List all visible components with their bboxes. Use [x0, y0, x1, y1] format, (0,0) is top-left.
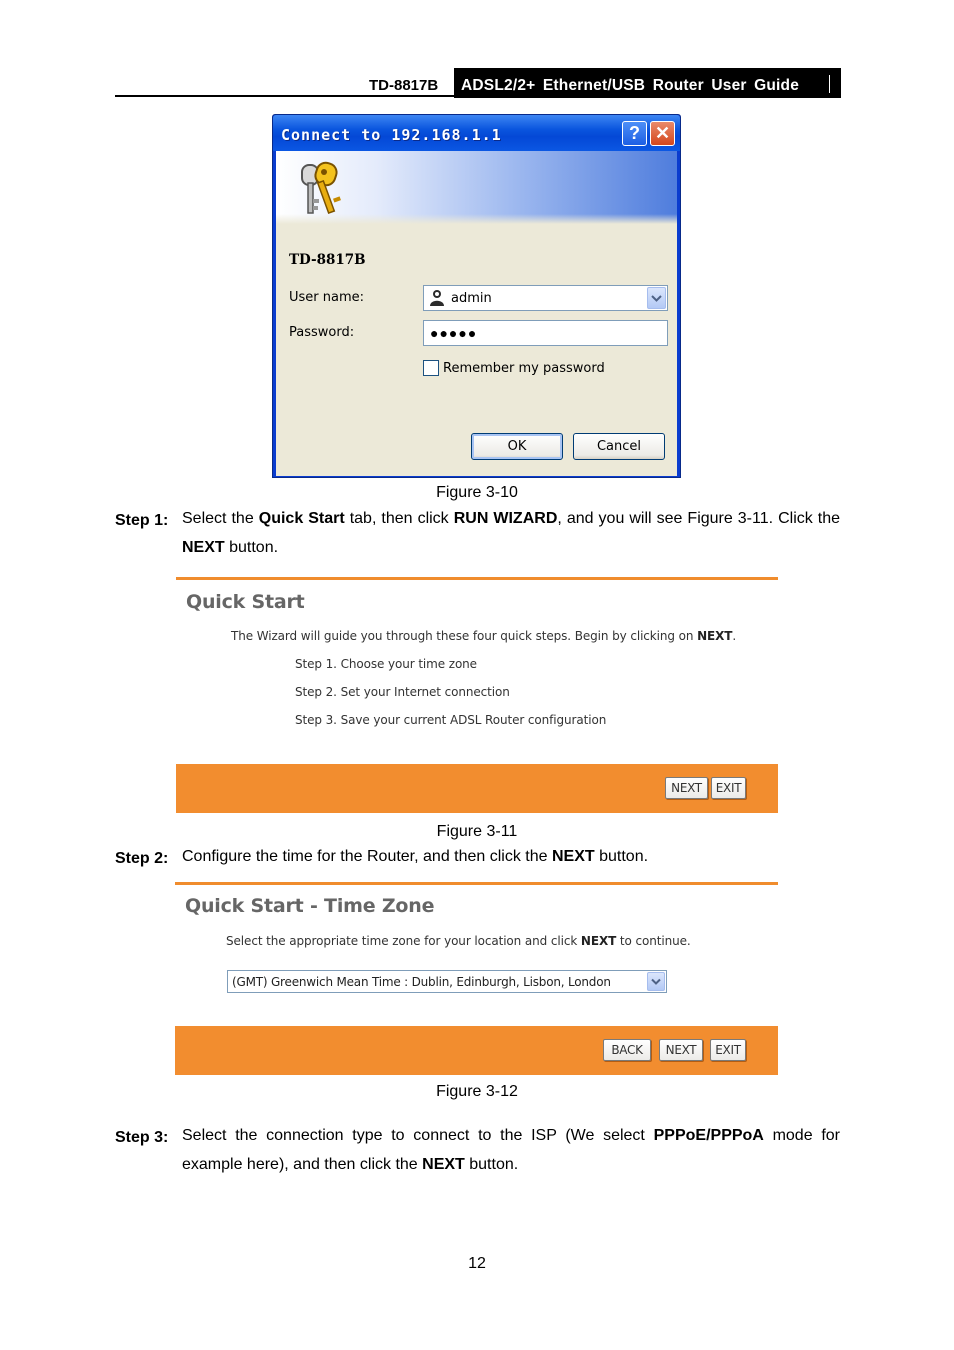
header-title: ADSL2/2+ Ethernet/USB Router User Guide	[461, 77, 800, 94]
quick-start-step-3: Step 3. Save your current ADSL Router configuration	[295, 713, 607, 727]
exit-button[interactable]: EXIT	[711, 777, 746, 799]
header-divider	[829, 75, 830, 93]
time-zone-title: Quick Start - Time Zone	[185, 895, 435, 917]
step-3-text: Select the connection type to connect to the ISP (We select PPPoE/PPPoA mode for example here), and then click the NEXT button.	[182, 1127, 841, 1173]
dialog-banner	[276, 151, 677, 224]
login-dialog	[272, 114, 681, 478]
header-model: TD-8817B	[369, 77, 439, 94]
username-label: User name:	[289, 290, 365, 305]
step-3-label: Step 3:	[115, 1129, 169, 1146]
chevron-down-icon[interactable]	[647, 287, 666, 309]
ok-button[interactable]: OK	[471, 433, 563, 460]
quick-start-intro: The Wizard will guide you through these four quick steps. Begin by clicking on NEXT.	[231, 629, 737, 643]
password-value: ●●●●●	[430, 325, 478, 341]
close-button[interactable]: ✕	[650, 121, 675, 146]
username-value: admin	[451, 291, 492, 306]
step-1-text: Select the Quick Start tab, then click RUN WIZARD, and you will see Figure 3-11. Click the NEXT button.	[182, 510, 841, 556]
figure-caption-3-12: Figure 3-12	[436, 1083, 518, 1100]
quick-start-step-1: Step 1. Choose your time zone	[295, 657, 477, 671]
chevron-down-icon[interactable]	[647, 972, 665, 991]
device-name: TD-8817B	[289, 252, 366, 268]
exit-button[interactable]: EXIT	[710, 1039, 746, 1061]
help-button[interactable]: ?	[622, 121, 647, 146]
keys-icon	[296, 159, 356, 221]
password-field[interactable]	[423, 320, 668, 346]
page-number: 12	[468, 1255, 486, 1272]
step-2-text: Configure the time for the Router, and then click the NEXT button.	[182, 848, 649, 865]
username-combobox[interactable]	[423, 285, 668, 311]
quick-start-step-2: Step 2. Set your Internet connection	[295, 685, 510, 699]
user-icon	[429, 289, 445, 307]
step-1-label: Step 1:	[115, 512, 169, 529]
figure-caption-3-11: Figure 3-11	[436, 823, 518, 840]
time-zone-select[interactable]	[227, 970, 667, 993]
figure-caption-3-10: Figure 3-10	[436, 484, 518, 501]
remember-password-checkbox[interactable]	[423, 360, 439, 376]
next-button[interactable]: NEXT	[665, 777, 708, 799]
dialog-title: Connect to 192.168.1.1	[281, 126, 502, 144]
time-zone-top-rule	[175, 882, 778, 885]
header-rule	[115, 95, 841, 97]
quick-start-top-rule	[176, 577, 778, 580]
time-zone-selected: (GMT) Greenwich Mean Time : Dublin, Edinburgh, Lisbon, London	[232, 975, 611, 989]
quick-start-title: Quick Start	[186, 591, 305, 613]
next-button[interactable]: NEXT	[659, 1039, 703, 1061]
step-2-label: Step 2:	[115, 850, 169, 867]
password-label: Password:	[289, 325, 355, 340]
cancel-button[interactable]: Cancel	[573, 433, 665, 460]
dialog-titlebar[interactable]	[273, 115, 680, 151]
time-zone-intro: Select the appropriate time zone for your location and click NEXT to continue.	[226, 934, 691, 948]
dialog-body	[276, 151, 677, 476]
remember-password-label[interactable]: Remember my password	[443, 361, 605, 376]
back-button[interactable]: BACK	[603, 1039, 651, 1061]
